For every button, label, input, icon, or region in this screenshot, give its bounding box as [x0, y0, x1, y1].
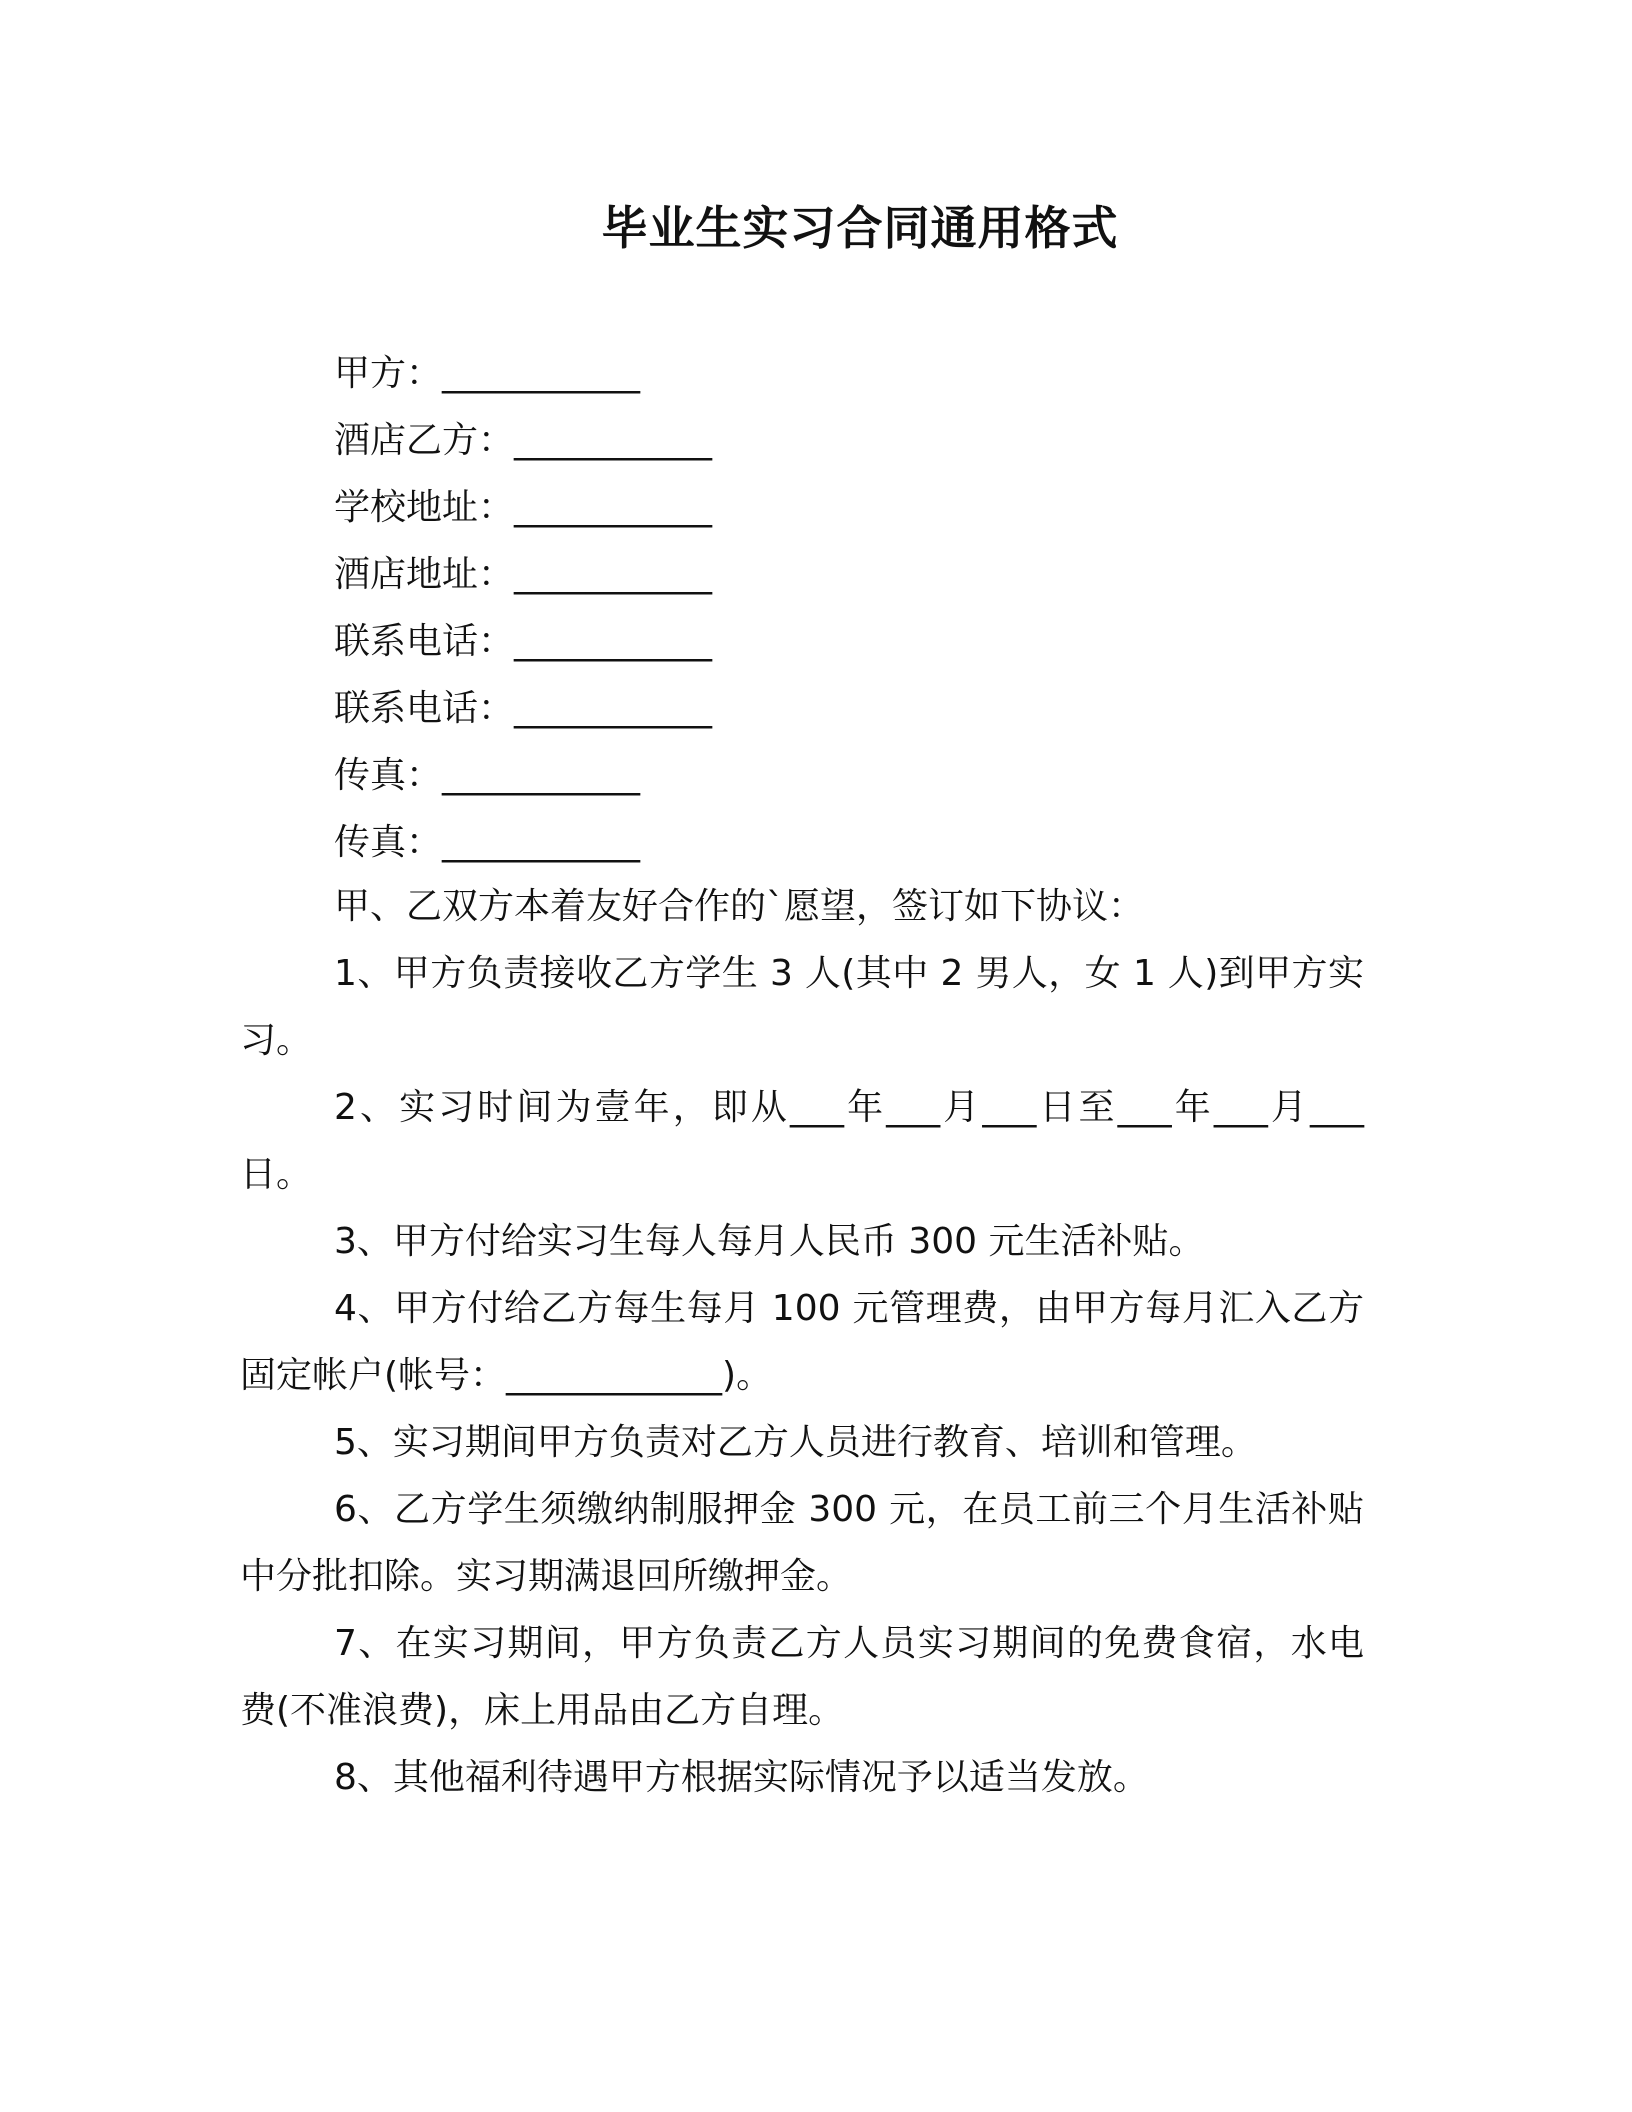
- contract-fields: [334, 340, 1334, 876]
- document-title: 毕业生实习合同通用格式: [601, 201, 1119, 255]
- paragraph-clause-3: 3、甲方付给实习生每人每月人民币 300 元生活补贴。: [334, 1221, 1205, 1262]
- field-party-a: 甲方：___________: [334, 353, 641, 394]
- paragraph-intro: 甲、乙双方本着友好合作的`愿望，签订如下协议：: [334, 886, 1145, 927]
- field-hotel-address: 酒店地址：___________: [334, 554, 713, 595]
- contract-body: [240, 873, 1364, 1811]
- field-fax-2: 传真：___________: [334, 822, 641, 863]
- field-phone-2: 联系电话：___________: [334, 688, 713, 729]
- paragraph-clause-1: 1、甲方负责接收乙方学生 3 人(其中 2 男人，女 1 人)到甲方实习。: [240, 953, 1364, 1061]
- paragraph-clause-8: 8、其他福利待遇甲方根据实际情况予以适当发放。: [334, 1757, 1149, 1798]
- paragraph-clause-5: 5、实习期间甲方负责对乙方人员进行教育、培训和管理。: [334, 1422, 1257, 1463]
- field-fax-1: 传真：___________: [334, 755, 641, 796]
- paragraph-clause-6: 6、乙方学生须缴纳制服押金 300 元，在员工前三个月生活补贴中分批扣除。实习期满退回所缴押金。: [240, 1489, 1364, 1597]
- field-hotel-party-b: 酒店乙方：___________: [334, 420, 713, 461]
- field-phone-1: 联系电话：___________: [334, 621, 713, 662]
- paragraph-clause-4: 4、甲方付给乙方每生每月 100 元管理费，由甲方每月汇入乙方固定帐户(帐号：____________)。: [240, 1288, 1364, 1396]
- field-school-address: 学校地址：___________: [334, 487, 713, 528]
- paragraph-clause-2: 2、实习时间为壹年，即从___年___月___日至___年___月___日。: [240, 1087, 1364, 1195]
- paragraph-clause-7: 7、在实习期间，甲方负责乙方人员实习期间的免费食宿，水电费(不准浪费)，床上用品由乙方自理。: [240, 1623, 1364, 1731]
